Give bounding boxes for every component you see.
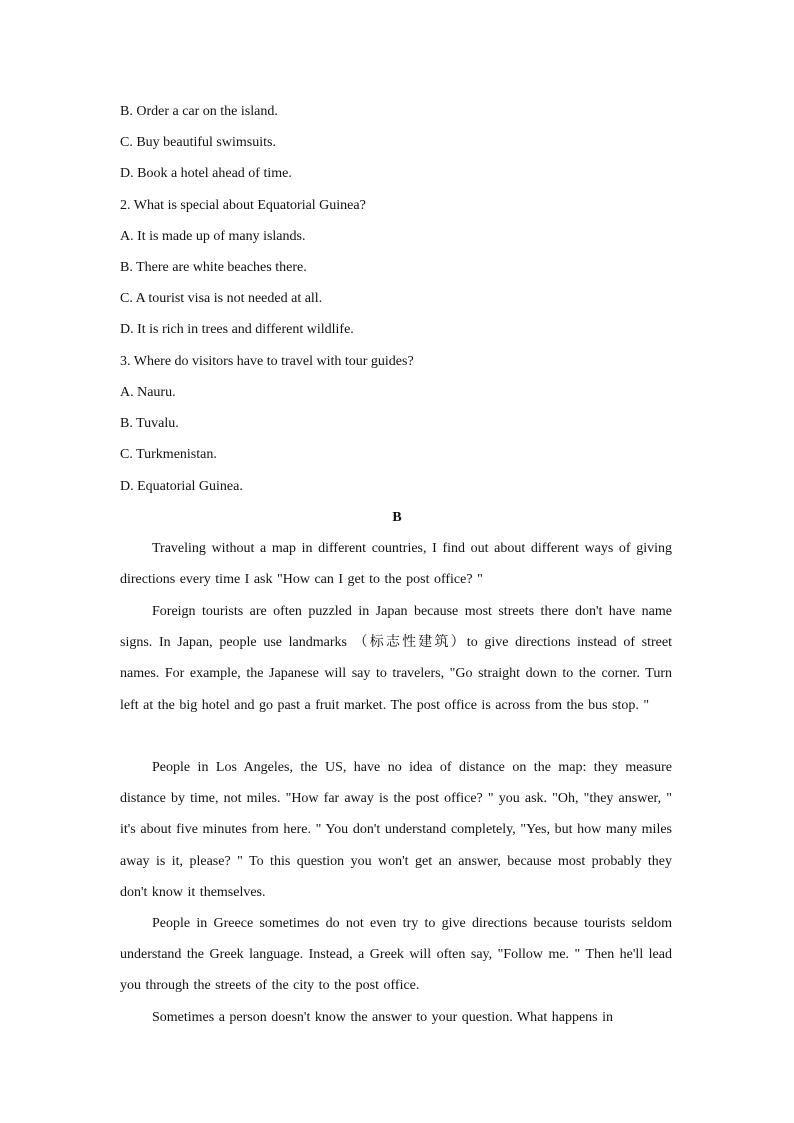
passage-paragraph-3: People in Los Angeles, the US, have no idea of distance on the map: they measure distance by time, not miles. "How far away is the post office? " you ask. "Oh, "they answer, " it's about five minutes from here. " You don't understand completely, "Yes, but how many miles away is it, please? " To this question you won't get an answer, because most probably they don't know it themselves. (120, 760, 672, 900)
q2-stem: 2. What is special about Equatorial Guinea? (120, 198, 366, 213)
passage-paragraph-5: Sometimes a person doesn't know the answer to your question. What happens in (152, 1010, 614, 1025)
q3-option-b: B. Tuvalu. (120, 416, 179, 431)
q3-option-c: C. Turkmenistan. (120, 447, 217, 462)
q2-option-a: A. It is made up of many islands. (120, 229, 306, 244)
q1-option-d: D. Book a hotel ahead of time. (120, 166, 292, 181)
q2-option-b: B. There are white beaches there. (120, 260, 307, 275)
passage-paragraph-2: Foreign tourists are often puzzled in Japan because most streets there don't have name signs. In Japan, people use landmarks （标志性建筑）to give directions instead of street names. For example, the Japanese will say to travelers, "Go straight down to the corner. Turn left at the big hotel and go past a fruit market. The post office is across from the bus stop. " (120, 604, 672, 713)
section-b-heading: B (392, 510, 402, 525)
q1-option-b: B. Order a car on the island. (120, 104, 278, 119)
passage-paragraph-1: Traveling without a map in different countries, I find out about different ways of giving directions every time I ask "How can I get to the post office? " (120, 541, 672, 588)
q1-option-c: C. Buy beautiful swimsuits. (120, 135, 276, 150)
q3-stem: 3. Where do visitors have to travel with tour guides? (120, 354, 414, 369)
passage-paragraph-4: People in Greece sometimes do not even try to give directions because tourists seldom understand the Greek language. Instead, a Greek will often say, "Follow me. " Then he'll lead you through the streets of the city to the post office. (120, 916, 672, 994)
q2-option-c: C. A tourist visa is not needed at all. (120, 291, 323, 306)
q2-option-d: D. It is rich in trees and different wildlife. (120, 322, 354, 337)
q3-option-a: A. Nauru. (120, 385, 176, 400)
q3-option-d: D. Equatorial Guinea. (120, 479, 243, 494)
